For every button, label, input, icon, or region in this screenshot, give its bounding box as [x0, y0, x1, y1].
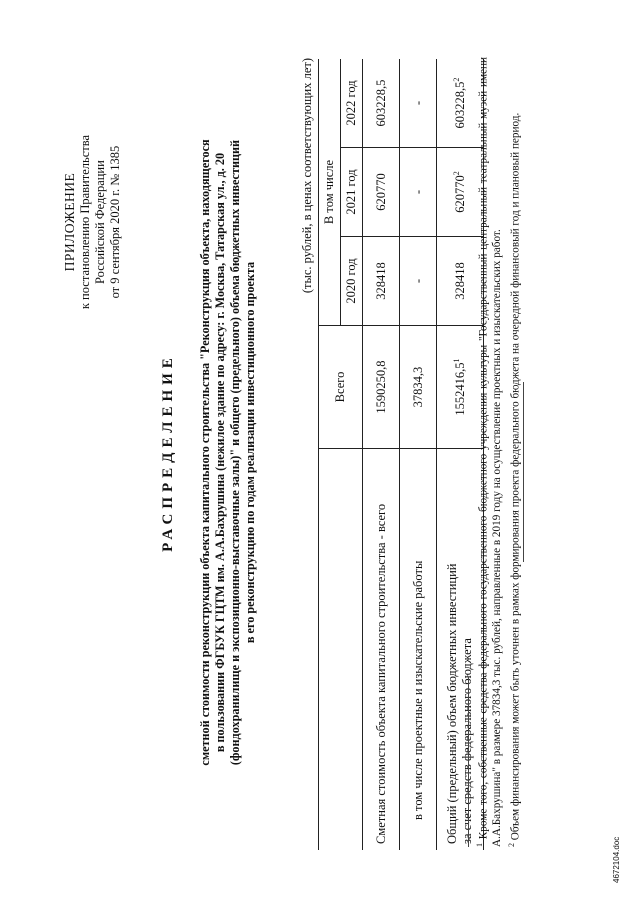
- footnote-ref-1: 1: [451, 358, 461, 363]
- footnote-ref-2: 2: [451, 77, 461, 82]
- row-total: 37834,3: [400, 326, 437, 449]
- row-name: Сметная стоимость объекта капитального строительства - всего: [363, 449, 400, 851]
- row-2022: -: [400, 59, 437, 148]
- document-subheading: [198, 0, 258, 905]
- row-name: в том числе проектные и изыскательские работы: [400, 449, 437, 851]
- row-2021: 620770: [363, 148, 400, 237]
- header-year-2020: 2020 год: [341, 237, 363, 326]
- table-row: [400, 59, 437, 850]
- document-id: 4672104.doc: [612, 836, 621, 883]
- footnotes: [468, 57, 523, 847]
- appendix-block: [62, 135, 123, 309]
- subheading-line-1: сметной стоимости реконструкции объекта капитального строительства "Реконструкция объекта, находящегося: [198, 139, 212, 766]
- footnote-mark-1: 1: [475, 843, 484, 847]
- header-year-2022: 2022 год: [341, 59, 363, 148]
- header-including: В том числе: [319, 59, 341, 326]
- appendix-line-1: к постановлению Правительства: [78, 135, 92, 310]
- footnote-mark-2: 2: [506, 843, 516, 847]
- row-name-line-2: за счет средств федерального бюджета: [460, 638, 474, 844]
- distribution-table: [318, 59, 484, 850]
- row-total: 1590250,8: [363, 326, 400, 449]
- row-2022-value: 603228,5: [453, 81, 468, 129]
- row-2021-value: 620770: [453, 175, 468, 213]
- footnote-2-text: Объем финансирования может быть уточнен в рамках формирования проекта федерального бюджета на очередной финансовый год и плановый период.: [509, 112, 522, 843]
- footnote-ref-2: 2: [451, 171, 461, 176]
- appendix-line-3: от 9 сентября 2020 г. № 1385: [108, 145, 122, 299]
- row-2020: -: [400, 237, 437, 326]
- appendix-title: ПРИЛОЖЕНИЕ: [62, 172, 77, 272]
- header-total: Всего: [319, 326, 363, 449]
- footnote-1: [473, 57, 504, 847]
- appendix-line-2: Российской Федерации: [93, 160, 107, 284]
- document-heading: РАСПРЕДЕЛЕНИЕ: [160, 353, 176, 552]
- row-2021: -: [400, 148, 437, 237]
- units-note: (тыс. рублей, в ценах соответствующих лет): [300, 58, 314, 294]
- header-year-2021: 2021 год: [341, 148, 363, 237]
- subheading-line-2: в пользовании ФГБУК ГЦТМ им. А.А.Бахрушина (нежилое здание по адресу: г. Москва, Татарская ул., д. 20: [213, 152, 227, 753]
- footnote-rule: [468, 677, 469, 847]
- subheading-line-3: (фондохранилище и экспозиционно-выставочные залы)" и общего (предельного) объема бюджетных инвестиций: [228, 139, 242, 766]
- row-2022: 603228,5: [363, 59, 400, 148]
- row-name-line-1: Общий (предельный) объем бюджетных инвестиций: [445, 563, 459, 844]
- table-row: [363, 59, 400, 850]
- table-header-row: [319, 59, 341, 850]
- header-name-cell: [319, 449, 363, 851]
- footnote-2: [505, 57, 523, 847]
- row-2020: 328418: [437, 237, 484, 326]
- row-total-value: 1552416,5: [453, 362, 468, 416]
- footnote-1-text: Кроме того, собственные средства федерального государственного бюджетного учреждения культуры "Государственный центральный театральный музей имени А.А.Бахрушина" в размере 37834,3 тыс. рублей, направленные в 2019 году на осуществление проектных и изыскательских работ.: [477, 57, 503, 847]
- row-2020: 328418: [363, 237, 400, 326]
- subheading-line-4: в его реконструкцию по годам реализации инвестиционного проекта: [243, 261, 257, 644]
